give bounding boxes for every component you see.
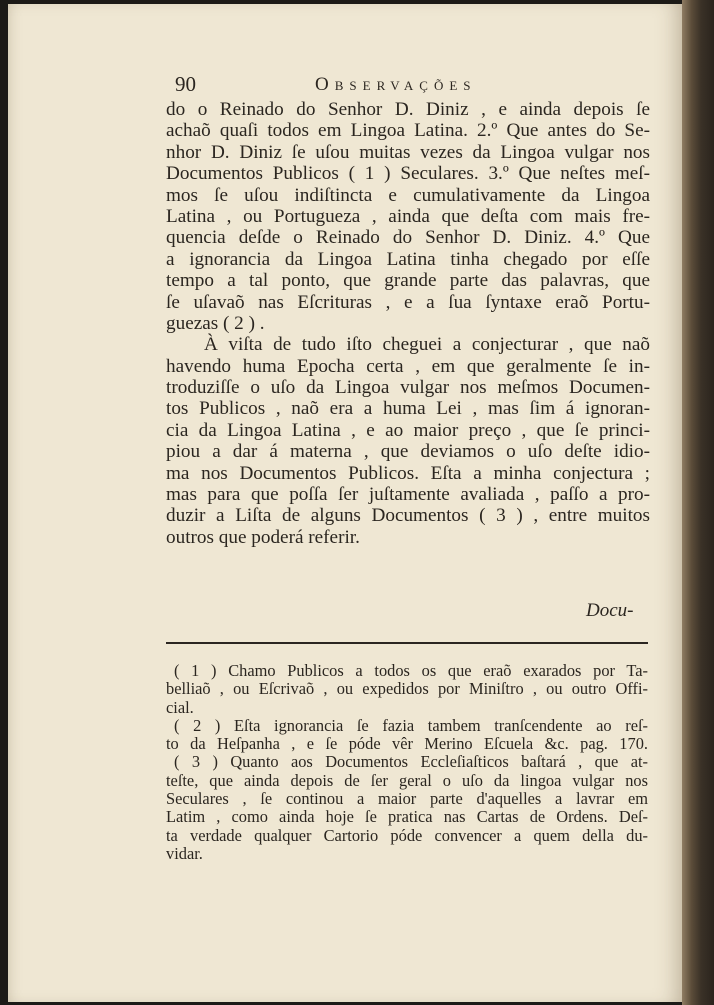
footnote-line: teſte, que ainda depois de ſer geral o uſo da lingoa vulgar nos [166, 770, 648, 790]
body-line: duzir a Liſta de alguns Documentos ( 3 ) , entre muitos [166, 505, 650, 527]
body-line: tempo a tal ponto, que grande parte das palavras, que [166, 270, 650, 292]
body-line: achaõ quaſi todos em Lingoa Latina. 2.º Que antes do Se- [166, 120, 650, 142]
body-line: mas para que poſſa ſer juſtamente avaliada , paſſo a pro- [166, 484, 650, 506]
footnote-line: cial. [166, 697, 194, 717]
body-line: troduziſſe o uſo da Lingoa vulgar nos meſmos Documen- [166, 377, 650, 399]
page-header [175, 72, 645, 102]
body-line: cia da Lingoa Latina , e ao maior preço , que ſe princi- [166, 419, 650, 441]
catchword: Docu- [586, 600, 634, 621]
footnote-line: vidar. [166, 843, 203, 863]
footnote-line: Seculares , ſe continou a maior parte d'aquelles a lavrar em [166, 789, 648, 809]
footnote-line: to da Heſpanha , e ſe póde vêr Merino Eſcuela &c. pag. 170. [166, 734, 648, 754]
body-line: À viſta de tudo iſto cheguei a conjecturar , que naõ [204, 334, 650, 356]
body-line: havendo huma Epocha certa , em que geralmente ſe in- [166, 355, 650, 377]
footnote-line: ( 1 ) Chamo Publicos a todos os que eraõ exarados por Ta- [174, 661, 648, 680]
body-line: outros que poderá referir. [166, 526, 360, 548]
page-number: 90 [175, 72, 196, 96]
body-line: nhor D. Diniz ſe uſou muitas vezes da Lingoa vulgar nos [166, 141, 650, 163]
body-line: piou a dar á materna , que deviamos o uſo deſte idio- [166, 441, 650, 463]
bleed-through-text [183, 534, 653, 644]
footnote-line: ( 3 ) Quanto aos Documentos Eccleſiaſticos baſtará , que at- [174, 752, 648, 772]
running-head: Observações [315, 74, 477, 95]
body-line: quencia deſde o Reinado do Senhor D. Diniz. 4.º Que [166, 227, 650, 249]
body-line: ſe uſavaõ nas Eſcrituras , e a ſua ſyntaxe eraõ Portu- [166, 291, 650, 313]
body-text [166, 99, 650, 548]
body-line: mos ſe uſou indiſtincta e cumulativamente da Lingoa [166, 184, 650, 206]
body-line: Documentos Publicos ( 1 ) Seculares. 3.º Que neſtes meſ- [166, 163, 650, 185]
body-line: guezas ( 2 ) . [166, 312, 265, 334]
body-line: Latina , ou Portugueza , ainda que deſta com mais fre- [166, 205, 650, 227]
footnote-rule [166, 642, 648, 644]
body-line: tos Publicos , naõ era a huma Lei , mas ſim á ignoran- [166, 398, 650, 420]
footnote-line: Latim , como ainda hoje ſe pratica nas Cartas de Ordens. Deſ- [166, 807, 648, 827]
footnote-line: ta verdade qualquer Cartorio póde convencer a quem della du- [166, 825, 648, 845]
footnotes [166, 662, 648, 863]
body-line: do o Reinado do Senhor D. Diniz , e ainda depois ſe [166, 99, 650, 120]
body-line: ma nos Documentos Publicos. Eſta a minha conjectura ; [166, 462, 650, 484]
footnote-line: belliaõ , ou Eſcrivaõ , ou expedidos por Miniſtro , ou outro Offi- [166, 679, 648, 699]
footnote-line: ( 2 ) Eſta ignorancia ſe fazia tambem tranſcendente ao reſ- [174, 715, 648, 735]
book-gutter [682, 0, 714, 1005]
body-line: a ignorancia da Lingoa Latina tinha chegado por eſſe [166, 248, 650, 270]
